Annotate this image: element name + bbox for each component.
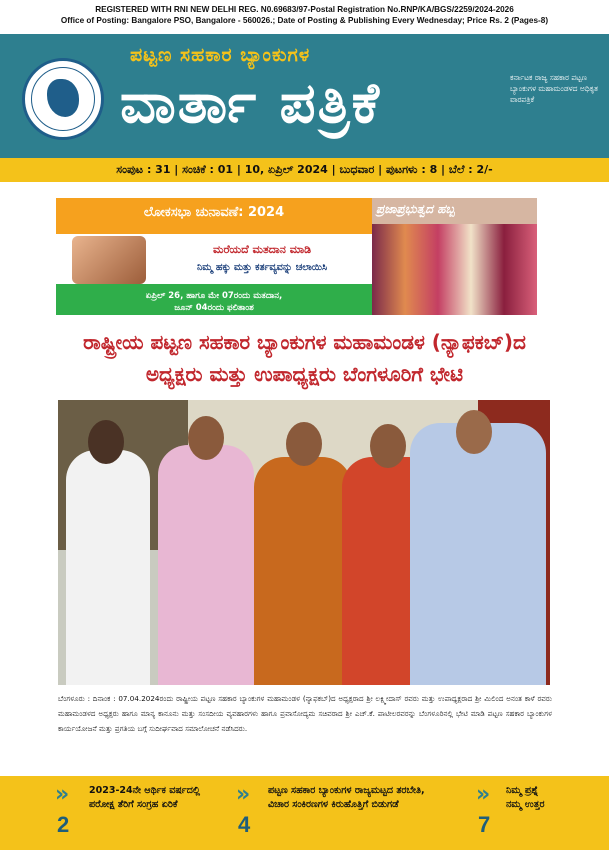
person-5 bbox=[410, 423, 546, 685]
banner-slogan-sub: ನಿಮ್ಮ ಹಕ್ಕು ಮತ್ತು ಕರ್ತವ್ಯವನ್ನು ಚಲಾಯಿಸಿ bbox=[196, 262, 328, 273]
polling-dates: ಏಪ್ರಿಲ್ 26, ಹಾಗೂ ಮೇ 07ರಂದು ಮತದಾನ, bbox=[145, 291, 283, 301]
teaser-line-1: 2023-24ನೇ ಆರ್ಥಿಕ ವರ್ಷದಲ್ಲಿ bbox=[89, 785, 201, 796]
headline-line-2: ಅಧ್ಯಕ್ಷರು ಮತ್ತು ಉಪಾಧ್ಯಕ್ಷರು ಬೆಂಗಳೂರಿಗೆ ಭೇಟಿ bbox=[145, 362, 464, 386]
voters-photo bbox=[372, 224, 537, 315]
voting-hands-image bbox=[72, 236, 146, 284]
photo-caption: ಬೆಂಗಳೂರು : ದಿನಾಂಕ : 07.04.2024ರಂದು ರಾಷ್ಟ್ರೀಯ ಪಟ್ಟಣ ಸಹಕಾರ ಬ್ಯಾಂಕುಗಳ ಮಹಾಮಂಡಳ (ನ್ಯಾಫಕಬ್)ದ ಅಧ್ಯಕ್ಷರಾದ ಶ್ರೀ ಲಕ್ಷ್ಮೀದಾಸ್ ರವರು ಮತ್ತು ಉಪಾಧ್ಯಕ್ಷರಾದ ಶ್ರೀ ಮಿಲಿಂದ ಅನಂತ ಕಾಳೆ ರವರು ಮಹಾಮಂಡಳದ ಅಧ್ಯಕ್ಷರು ಹಾಗೂ ಮಾನ್ಯ ಕಾನೂನು ಮತ್ತು ಸಂಸದೀಯ ವ್ಯವಹಾರಗಳು ಹಾಗೂ ಪ್ರವಾಸೋದ್ಯಮ ಸಚಿವರಾದ ಶ್ರೀ ಎಚ್.ಕೆ. ಪಾಟೀಲರವರನ್ನು ಬೆಂಗಳೂರಿನಲ್ಲಿ ಭೇಟಿ ಮಾಡಿ ಪಟ್ಟಣ ಸಹಕಾರ ಬ್ಯಾಂಕುಗಳ ಕಾರ್ಯಯೋಜನೆ ಮತ್ತು ಪ್ರಗತಿಯ ಬಗ್ಗೆ ಸುದೀರ್ಘವಾದ ಸಮಾಲೋಚನೆ ನಡೆಸಿದರು. bbox=[58, 694, 552, 733]
teaser-item[interactable] bbox=[236, 776, 472, 850]
teaser-page-number: 4 bbox=[238, 812, 251, 837]
chevron-right-icon: » bbox=[476, 782, 491, 807]
banner-slogan-main: ಮರೆಯದೆ ಮತದಾನ ಮಾಡಿ bbox=[212, 243, 312, 256]
teaser-item[interactable] bbox=[476, 776, 596, 850]
person-4-head bbox=[370, 424, 406, 468]
result-date: ಜೂನ್ 04ರಂದು ಫಲಿತಾಂಶ bbox=[174, 303, 254, 313]
person-1 bbox=[66, 450, 150, 685]
article-headline bbox=[20, 326, 589, 390]
article-photo bbox=[58, 400, 550, 685]
election-banner bbox=[56, 198, 537, 315]
person-2-head bbox=[188, 416, 224, 460]
teaser-text bbox=[506, 784, 596, 812]
banner-left-panel bbox=[56, 198, 372, 315]
footer-teasers bbox=[0, 776, 609, 850]
issue-bar bbox=[0, 158, 609, 182]
teaser-line-1: ಪಟ್ಟಣ ಸಹಕಾರ ಬ್ಯಾಂಕುಗಳ ರಾಜ್ಯಮಟ್ಟದ ತರಬೇತಿ, bbox=[268, 785, 425, 796]
masthead bbox=[0, 34, 609, 158]
teaser-line-2: ಪರೋಕ್ಷ ತೆರಿಗೆ ಸಂಗ್ರಹ ಏರಿಕೆ bbox=[89, 799, 178, 810]
posting-line: Office of Posting: Bangalore PSO, Bangalore - 560026.; Date of Posting & Publishing Every Wednesday; Price Rs. 2 (Pages-8) bbox=[60, 16, 549, 25]
democracy-festival-label: ಪ್ರಜಾಪ್ರಭುತ್ವದ ಹಬ್ಬ bbox=[376, 202, 455, 216]
masthead-subtitle: ಪಟ್ಟಣ ಸಹಕಾರ ಬ್ಯಾಂಕುಗಳ bbox=[130, 44, 311, 66]
person-3-head bbox=[286, 422, 322, 466]
person-1-head bbox=[88, 420, 124, 464]
teaser-line-1: ನಿಮ್ಮ ಪ್ರಶ್ನೆ bbox=[506, 785, 539, 796]
headline-line-1: ರಾಷ್ಟ್ರೀಯ ಪಟ್ಟಣ ಸಹಕಾರ ಬ್ಯಾಂಕುಗಳ ಮಹಾಮಂಡಳ (ನ್ಯಾಫಕಬ್)ದ bbox=[83, 330, 526, 354]
teaser-text bbox=[268, 784, 472, 812]
chevron-right-icon: » bbox=[236, 782, 251, 807]
election-dates bbox=[56, 290, 372, 314]
teaser-line-2: ವಿಚಾರ ಸಂಕಿರಣಗಳ ಕಿರುಹೊತ್ತಿಗೆ ಬಿಡುಗಡೆ bbox=[268, 799, 399, 810]
banner-title: ಲೋಕಸಭಾ ಚುನಾವಣೆ: 2024 bbox=[143, 205, 285, 220]
person-5-head bbox=[456, 410, 492, 454]
federation-emblem-icon bbox=[22, 58, 104, 140]
person-3 bbox=[254, 457, 352, 685]
teaser-page-number: 2 bbox=[57, 812, 70, 837]
issue-details: ಸಂಪುಟ : 31 | ಸಂಚಿಕೆ : 01 | 10, ಏಪ್ರಿಲ್ 2024 | ಬುಧವಾರ | ಪುಟಗಳು : 8 | ಬೆಲೆ : 2/- bbox=[116, 163, 493, 176]
teaser-line-2: ನಮ್ಮ ಉತ್ತರ bbox=[506, 799, 545, 810]
teaser-text bbox=[89, 784, 229, 812]
registration-info bbox=[0, 4, 609, 26]
teaser-item[interactable] bbox=[55, 776, 230, 850]
person-2 bbox=[158, 445, 254, 685]
masthead-tagline: ಕರ್ನಾಟಕ ರಾಜ್ಯ ಸಹಕಾರ ಪಟ್ಟಣ ಬ್ಯಾಂಕುಗಳ ಮಹಾಮಂಡಳದ ಅಧಿಕೃತ ವಾರಪತ್ರಿಕೆ bbox=[510, 73, 598, 104]
teaser-page-number: 7 bbox=[478, 812, 491, 837]
banner-right-panel bbox=[372, 198, 537, 315]
newspaper-title: ವಾರ್ತಾ ಪತ್ರಿಕೆ bbox=[120, 70, 382, 136]
chevron-right-icon: » bbox=[55, 782, 70, 807]
registration-line: REGISTERED WITH RNI NEW DELHI REG. N0.69683/97-Postal Registration No.RNP/KA/BGS/2259/2024-2026 bbox=[95, 5, 514, 14]
